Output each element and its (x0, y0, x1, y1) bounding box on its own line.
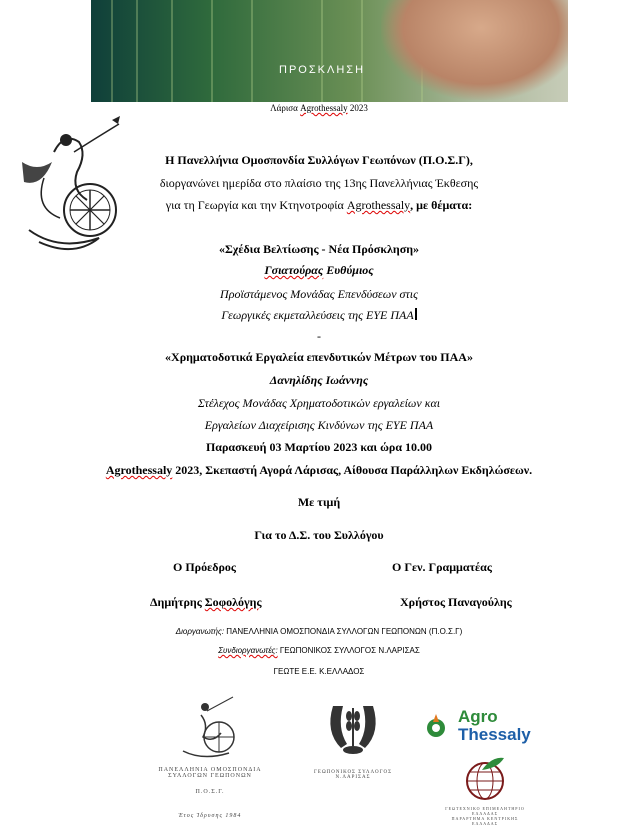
topic2-speaker: Δανηλίδης Ιωάννης (269, 373, 369, 387)
wheat-hands-icon (323, 698, 383, 758)
closing-board: Για το Δ.Σ. του Συλλόγου (254, 528, 384, 542)
topic1-speaker: Γσιατούρας Ευθύμιος (264, 263, 374, 277)
chariot-small-icon (175, 695, 245, 759)
geote-logo: ΓΕΩΤΕΧΝΙΚΟ ΕΠΙΜΕΛΗΤΗΡΙΟ ΕΛΛΑΔΑΣ ΠΑΡΑΡΤΗΜΑ ΚΕΝΤΡΙΚΗΣ ΕΛΛΑΔΑΣ (440, 756, 530, 826)
globe-leaf-icon (462, 756, 508, 802)
text-cursor (415, 308, 417, 320)
topic1-title: «Σχέδια Βελτίωσης - Νέα Πρόσκληση» (218, 242, 420, 256)
agro-mark-icon (422, 710, 450, 740)
intro-line-2: διοργανώνει ημερίδα στο πλαίσιο της 13ης Πανελλήνιας Έκθεσης (159, 176, 479, 190)
hand-image (381, 0, 568, 100)
president-title: Ο Πρόεδρος (173, 560, 236, 574)
intro-line-3: για τη Γεωργία και την Κτηνοτροφία Agrothessaly, με θέματα: (165, 198, 473, 212)
posg-logo: ΠΑΝΕΛΛΗΝΙΑ ΟΜΟΣΠΟΝΔΙΑ ΣΥΛΛΟΓΩΝ ΓΕΩΠΟΝΩΝ Π.Ο.Σ.Γ. Έτος Ίδρυσης 1984 (140, 695, 280, 819)
topic-separator: - (317, 329, 321, 343)
intro-line-1: Η Πανελλήνια Ομοσπονδία Συλλόγων Γεωπόνων (Π.Ο.Σ.Γ), (165, 153, 473, 167)
topic2-role-2: Εργαλείων Διαχείρισης Κινδύνων της ΕΥΕ ΠΑΑ (204, 418, 434, 432)
organizer-line: Διοργανωτής: ΠΑΝΕΛΛΗΝΙΑ ΟΜΟΣΠΟΝΔΙΑ ΣΥΛΛΟΓΩΝ ΓΕΩΠΟΝΩΝ (Π.Ο.Σ.Γ) (175, 627, 463, 636)
topic2-title: «Χρηματοδοτικά Εργαλεία επενδυτικών Μέτρων του ΠΑΑ» (165, 350, 473, 364)
banner-title: ΠΡΟΣΚΛΗΣΗ (279, 64, 366, 76)
larisa-association-logo: ΓΕΩΠΟΝΙΚΟΣ ΣΥΛΛΟΓΟΣ Ν.ΛΑΡΙΣΑΣ (298, 698, 408, 780)
topic1-role-1: Προϊστάμενος Μονάδας Επενδύσεων στις (220, 287, 418, 301)
geote-line: ΓΕΩΤΕ Ε.Ε. Κ.ΕΛΛΑΔΟΣ (273, 667, 365, 676)
header-banner (91, 0, 568, 102)
banner-subtitle: Λάρισα Agrothessaly 2023 (270, 103, 368, 113)
topic1-role-2: Γεωργικές εκμεταλλεύσεις της ΕΥΕ ΠΑΑ (0, 308, 638, 323)
coorganizer-line: Συνδιοργανωτές: ΓΕΩΠΟΝΙΚΟΣ ΣΥΛΛΟΓΟΣ Ν.ΛΑΡΙΣΑΣ (218, 646, 420, 655)
event-venue: Agrothessaly 2023, Σκεπαστή Αγορά Λάρισας, Αίθουσα Παράλληλων Εκδηλώσεων. (105, 463, 533, 477)
secretary-name: Χρήστος Παναγούλης (400, 595, 512, 609)
closing-regards: Με τιμή (297, 495, 341, 509)
event-datetime: Παρασκευή 03 Μαρτίου 2023 και ώρα 10.00 (205, 440, 433, 454)
topic2-role-1: Στέλεχος Μονάδας Χρηματοδοτικών εργαλείων και (197, 396, 441, 410)
agrothessaly-logo: Agro Thessaly (420, 708, 550, 752)
secretary-title: Ο Γεν. Γραμματέας (392, 560, 492, 574)
president-name: Δημήτρης Σοφολόγης (150, 595, 262, 609)
